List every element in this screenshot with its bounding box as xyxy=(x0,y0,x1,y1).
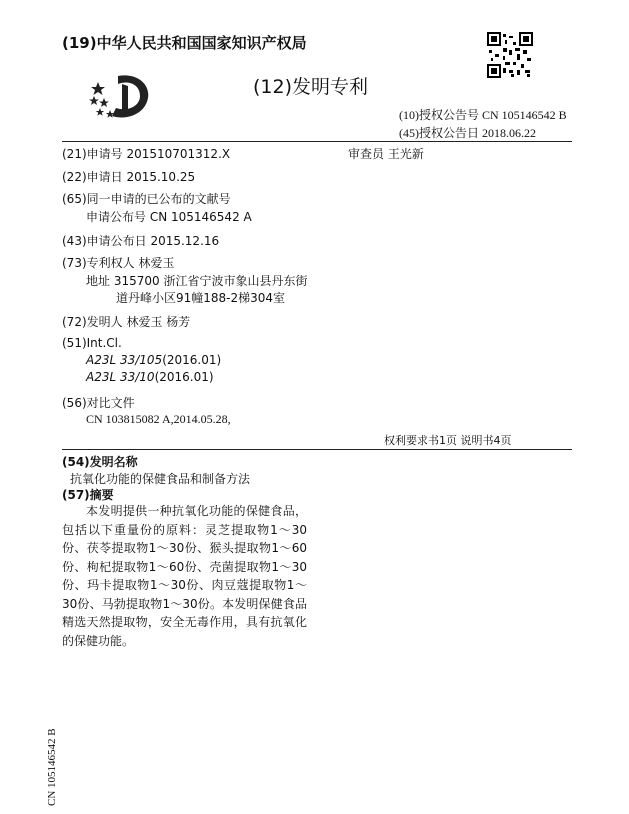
cnipa-logo-icon xyxy=(88,70,154,120)
invention-title: 抗氧化功能的保健食品和制备方法 xyxy=(70,472,251,486)
references-header: (56)对比文件 xyxy=(62,396,135,410)
publication-header: (65)同一申请的已公布的文献号 xyxy=(62,192,231,206)
abstract-text: 本发明提供一种抗氧化功能的保健食品，包括以下重量份的原料：灵芝提取物1～30份、茯苓提取物1～30份、猴头提取物1～60份、枸杞提取物1～60份、壳菌提取物1～30份、玛卡提取物1～30份、肉豆蔻提取物1～30份、马勃提取物1～30份。本发明保健食品精选天然提取物，安全无毒作用，具有抗氧化的保健功能。 xyxy=(62,504,307,648)
ipc-version: (2016.01) xyxy=(162,353,222,367)
ipc-code: A23L 33/10 xyxy=(86,370,155,384)
ipc-classification-2 xyxy=(86,370,214,384)
grant-date: (45)授权公告日 2018.06.22 xyxy=(399,126,536,140)
address-line-1: 地址 315700 浙江省宁波市象山县丹东街 xyxy=(86,274,308,288)
ipc-classification-1 xyxy=(86,353,221,367)
title-label: (54)发明名称 xyxy=(62,455,138,469)
reference-1: CN 103815082 A,2014.05.28, xyxy=(86,412,231,426)
document-type: (12)发明专利 xyxy=(253,76,369,98)
application-date: (22)申请日 2015.10.25 xyxy=(62,170,196,184)
inventors: (72)发明人 林爱玉 杨芳 xyxy=(62,315,191,329)
office-name: (19)中华人民共和国国家知识产权局 xyxy=(62,34,307,52)
section-divider xyxy=(62,449,572,450)
address-line-2: 道丹峰小区91幢188-2梯304室 xyxy=(116,291,286,305)
side-publication-number xyxy=(44,718,64,808)
application-number: (21)申请号 201510701312.X xyxy=(62,147,231,161)
ipc-version: (2016.01) xyxy=(154,370,214,384)
abstract-label: (57)摘要 xyxy=(62,488,114,502)
publication-date: (43)申请公布日 2015.12.16 xyxy=(62,234,220,248)
header-divider xyxy=(62,141,572,142)
page-count: 权利要求书1页 说明书4页 xyxy=(384,434,512,447)
examiner: 审查员 王光新 xyxy=(348,147,424,161)
grant-number: (10)授权公告号 CN 105146542 B xyxy=(399,108,567,122)
int-cl-header: (51)Int.Cl. xyxy=(62,336,122,350)
patentee: (73)专利权人 林爱玉 xyxy=(62,256,175,270)
side-label-text: CN 105146542 B xyxy=(46,728,58,806)
publication-number: 申请公布号 CN 105146542 A xyxy=(86,210,252,224)
ipc-code: A23L 33/105 xyxy=(86,353,163,367)
qr-code-icon xyxy=(487,32,533,78)
